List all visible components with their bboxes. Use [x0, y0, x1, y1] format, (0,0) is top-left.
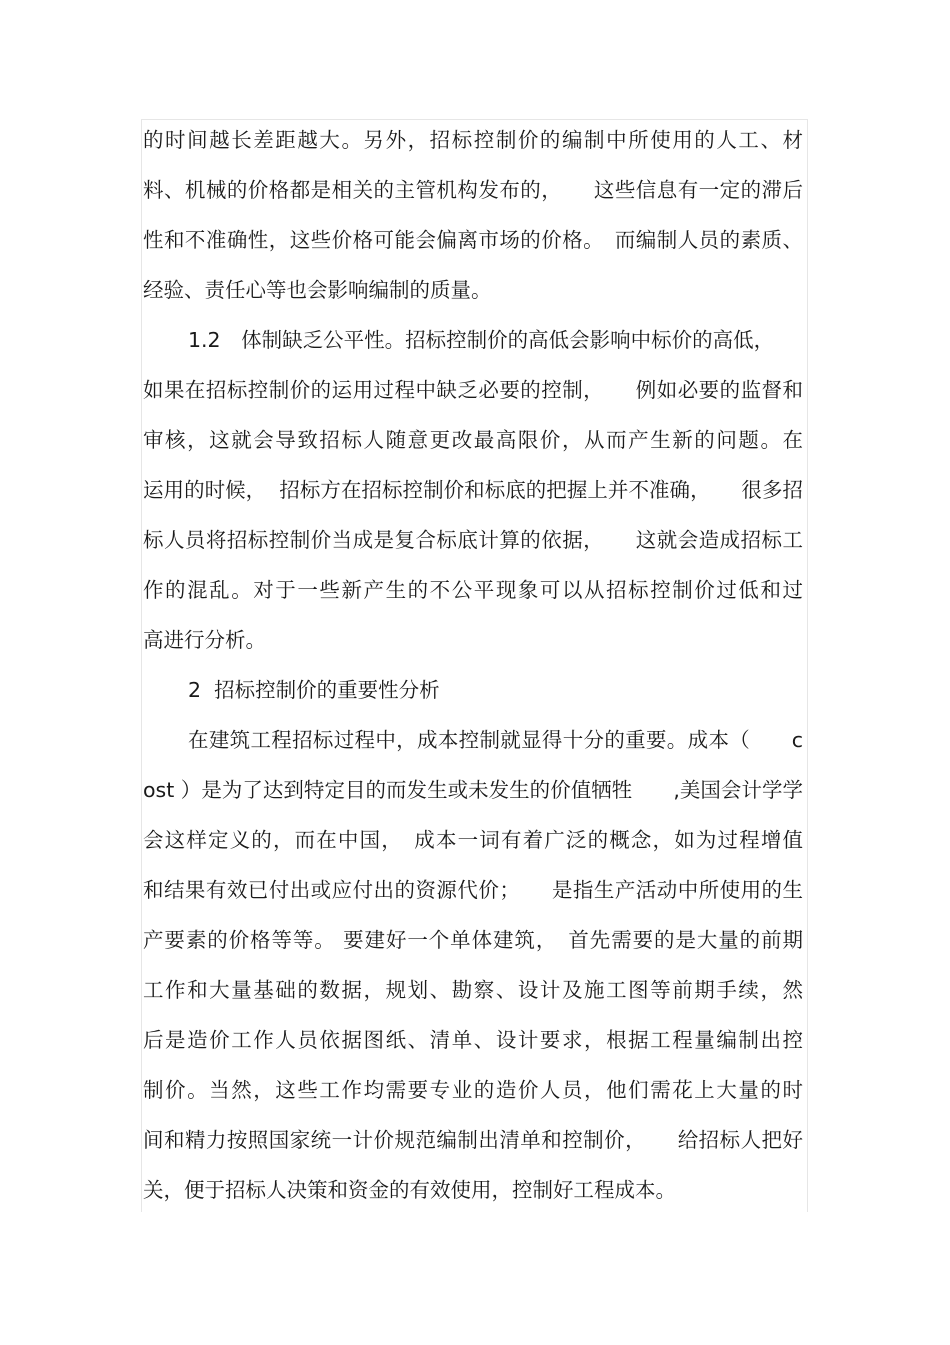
- text-line: 标人员将招标控制价当成是复合标底计算的依据， 这就会造成招标工: [143, 528, 803, 552]
- text-line: 作的混乱。对于一些新产生的不公平现象可以从招标控制价过低和过: [143, 578, 803, 602]
- text-line: 产要素的价格等等。 要建好一个单体建筑， 首先需要的是大量的前期: [143, 928, 803, 952]
- text-line: 的时间越长差距越大。另外，招标控制价的编制中所使用的人工、材: [143, 128, 803, 152]
- page-frame-right-border: [807, 119, 808, 1212]
- text-line: 料、机械的价格都是相关的主管机构发布的， 这些信息有一定的滞后: [143, 178, 803, 202]
- text-line: 审核，这就会导致招标人随意更改最高限价，从而产生新的问题。在: [143, 428, 803, 452]
- text-line: 如果在招标控制价的运用过程中缺乏必要的控制， 例如必要的监督和: [143, 378, 803, 402]
- text-line: 和结果有效已付出或应付出的资源代价； 是指生产活动中所使用的生: [143, 878, 803, 902]
- text-line: 制价。当然，这些工作均需要专业的造价人员，他们需花上大量的时: [143, 1078, 803, 1102]
- page-frame-top-border: [141, 119, 808, 120]
- section-heading-2: 2 招标控制价的重要性分析: [188, 678, 440, 702]
- text-line: 运用的时候， 招标方在招标控制价和标底的把握上并不准确， 很多招: [143, 478, 803, 502]
- text-line: 会这样定义的，而在中国， 成本一词有着广泛的概念，如为过程增值: [143, 828, 803, 852]
- text-line: 关，便于招标人决策和资金的有效使用，控制好工程成本。: [143, 1178, 676, 1202]
- text-line: ost ）是为了达到特定目的而发生或未发生的价值牺牲 ,美国会计学学: [143, 778, 803, 802]
- text-line: 后是造价工作人员依据图纸、清单、设计要求，根据工程量编制出控: [143, 1028, 803, 1052]
- text-line: 高进行分析。: [143, 628, 266, 652]
- section-heading-1-2: 1.2 体制缺乏公平性。招标控制价的高低会影响中标价的高低，: [188, 328, 775, 352]
- text-line: 工作和大量基础的数据，规划、勘察、设计及施工图等前期手续，然: [143, 978, 803, 1002]
- text-line: 性和不准确性，这些价格可能会偏离市场的价格。 而编制人员的素质、: [143, 228, 803, 252]
- page-frame-left-border: [141, 119, 142, 1212]
- text-line: 间和精力按照国家统一计价规范编制出清单和控制价， 给招标人把好: [143, 1128, 803, 1152]
- text-line: 在建筑工程招标过程中，成本控制就显得十分的重要。成本（ c: [188, 728, 803, 752]
- text-line: 经验、责任心等也会影响编制的质量。: [143, 278, 492, 302]
